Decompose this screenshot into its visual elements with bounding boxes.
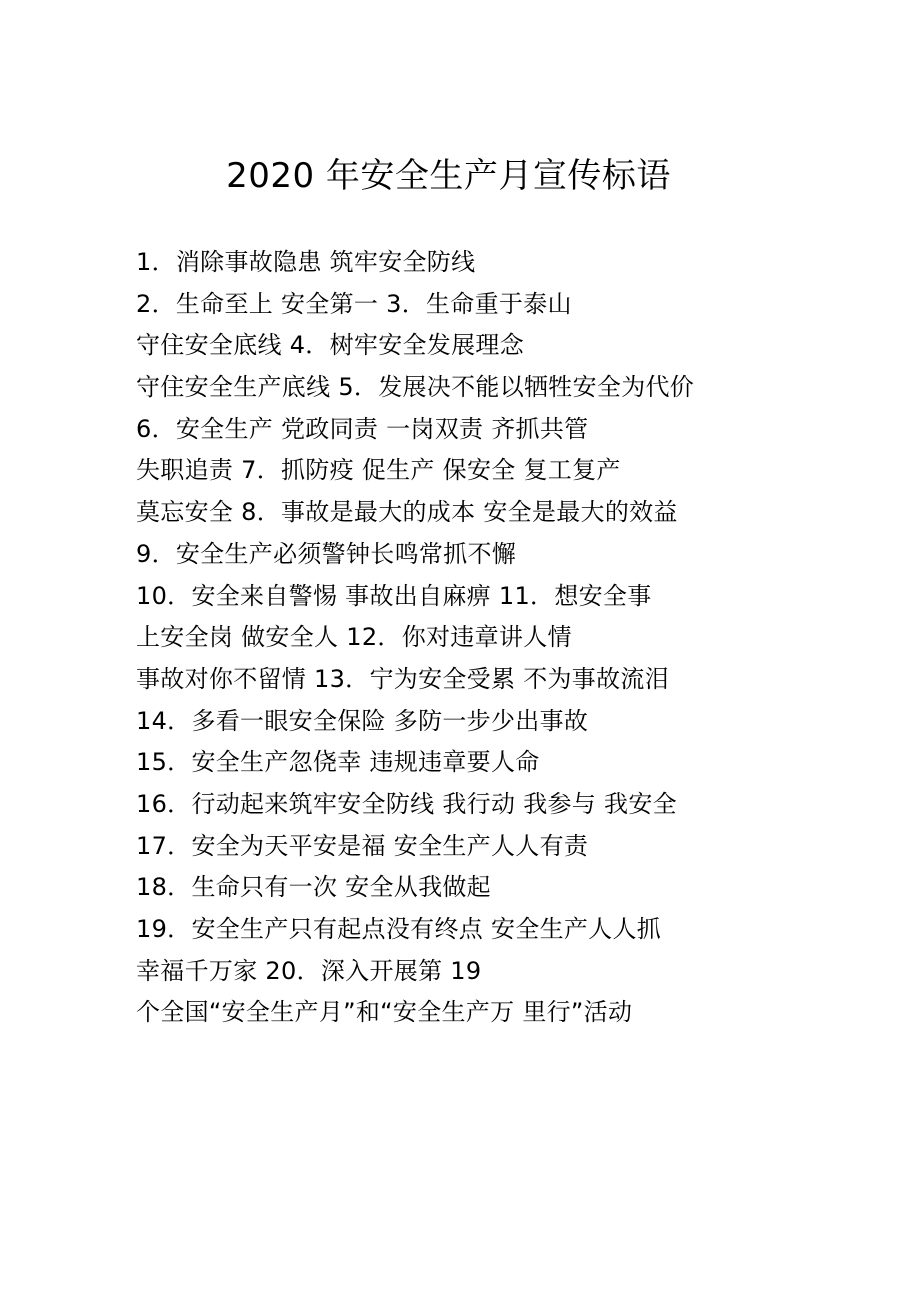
text-line: 9．安全生产必须警钟长鸣常抓不懈 [136,539,517,568]
text-line: 19．安全生产只有起点没有终点 安全生产人人抓 [136,915,662,943]
text-line: 10．安全来自警惕 事故出自麻痹 11．想安全事 [136,581,652,610]
text-line: 16．行动起来筑牢安全防线 我行动 我参与 我安全 [136,789,677,818]
text-line: 2．生命至上 安全第一 3．生命重于泰山 [136,289,572,318]
text-line: 18．生命只有一次 安全从我做起 [136,873,491,902]
text-line: 失职追责 7．抓防疫 促生产 保安全 复工复产 [136,456,621,485]
text-line: 事故对你不留情 13．宁为安全受累 不为事故流泪 [136,664,669,693]
text-line: 15．安全生产忽侥幸 违规违章要人命 [136,748,540,777]
text-line: 守住安全生产底线 5．发展决不能以牺牲安全为代价 [136,373,695,402]
text-line: 莫忘安全 8．事故是最大的成本 安全是最大的效益 [136,498,678,527]
text-line: 守住安全底线 4．树牢安全发展理念 [136,331,524,360]
slogan-list [136,242,896,1034]
text-line: 14．多看一眼安全保险 多防一步少出事故 [136,706,589,735]
text-line: 17．安全为天平安是福 安全生产人人有责 [136,831,589,860]
text-line: 6．安全生产 党政同责 一岗双责 齐抓共管 [136,414,589,443]
text-line: 1．消除事故隐患 筑牢安全防线 [136,248,476,276]
text-line: 幸福千万家 20．深入开展第 19 [136,956,482,985]
text-line: 上安全岗 做安全人 12．你对违章讲人情 [136,623,572,652]
text-line: 个全国“安全生产月”和“安全生产万 里行”活动 [136,998,633,1027]
page-title: 2020 年安全生产月宣传标语 [226,156,671,196]
